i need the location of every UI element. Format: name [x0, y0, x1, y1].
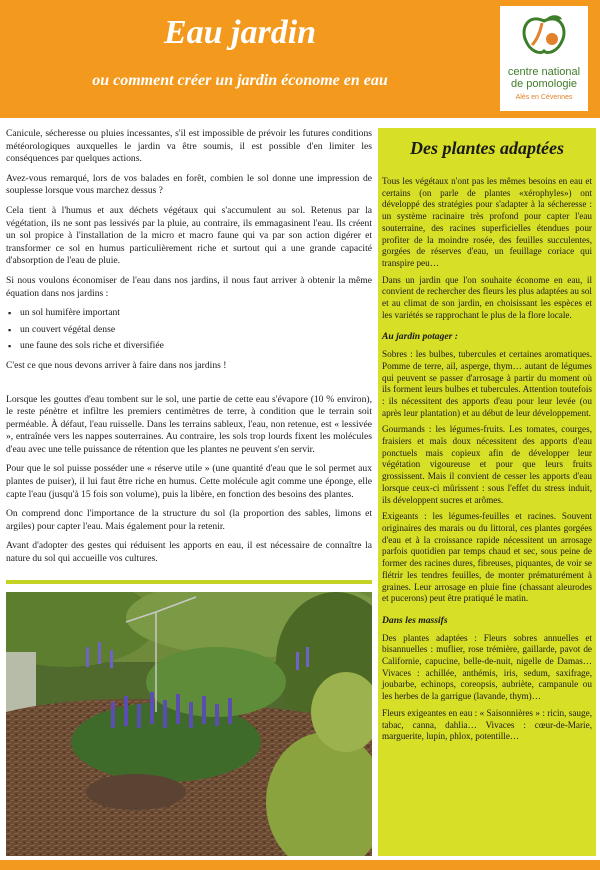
sidebar-adapted-plants [378, 128, 596, 856]
sidebar-paragraph: Dans un jardin que l'on souhaite économe en eau, il convient de rechercher des fleurs les plus adaptées au sol et au climat de son jardin, en choisissant les espèces et les variétés se rapprochant le plus de la flore locale. [382, 274, 592, 320]
page-title: Eau jardin [163, 14, 317, 51]
massifs-paragraph: Fleurs exigeantes en eau : « Saisonnières » : ricin, sauge, tabac, canna, dahlia… Vivaces : cœur-de-Marie, marguerite, lupin, phlox, potentille… [382, 707, 592, 742]
garden-photo [6, 592, 372, 856]
sidebar-title: Des plantes adaptées [410, 138, 564, 158]
page-subtitle: ou comment créer un jardin économe en eau [92, 72, 388, 89]
soil-paragraph: Avant d'adopter des gestes qui réduisent les apports en eau, il est nécessaire de connaître la nature du sol qui accueille vos cultures. [6, 540, 372, 565]
list-item: ▪ une faune des sols riche et diversifiée [6, 340, 372, 353]
garden-image-icon [6, 592, 372, 856]
soil-paragraph: Lorsque les gouttes d'eau tombent sur le sol, une partie de cette eau s'évapore (10 % environ), le reste pénètre et infiltre les premiers centimètres de terre, à condition que le terrain soit perméable. À défaut, l'eau ruisselle. Dans les terrains sableux, l'eau, non retenue, est « lessivée », entraînée vers les nappes souterraines. Au contraire, les sols trop lourds fixent les molécules d'eau avec une telle puissance de rétention que les plantes ne peuvent s'en servir. [6, 393, 372, 455]
potager-paragraph: Exigeants : les légumes-feuilles et racines. Souvent originaires des marais ou du littoral, ces plantes gorgées d'eau et à la croissance rapide nécessitent un arrosage parfois quotidien par temps chaud et sec, sous peine de former des racines dures, fibreuses, piquantes, de voir se flétrir les tendres feuilles, de monter prématurément à graines. Leur arrosage en pluie fine (chassant aleurodes et pucerons) peut être pratiqué le matin. [382, 511, 592, 604]
soil-paragraph: On comprend donc l'importance de la structure du sol (la proportion des sables, limons et argiles) pour capter l'eau. Mais également pour la retenir. [6, 508, 372, 532]
spacer [6, 380, 372, 394]
potager-paragraph: Gourmands : les légumes-fruits. Les tomates, courges, fraisiers et maïs doux nécessitent des apports d'eau ponctuels mais copieux afin de développer leur végétation vigoureuse et pour que leurs fruits grossissent. Mais il convient de cesser les apports d'eau lorsque ceux-ci mûrissent : sous l'effet du stress induit, ils développent sucres et arômes. [382, 424, 592, 505]
requirements-list [6, 307, 372, 353]
logo-line-1: centre national [507, 66, 581, 78]
list-item: ▪ un couvert végétal dense [6, 324, 372, 337]
pomology-logo-icon [518, 11, 570, 59]
list-item: ▪ un sol humifère important [6, 307, 372, 320]
footer-bar [0, 860, 600, 870]
intro-paragraph: Si nous voulons économiser de l'eau dans nos jardins, il nous faut arriver à obtenir la même équation dans nos jardins : [6, 274, 372, 299]
conclusion-paragraph: C'est ce que nous devons arriver à faire dans nos jardins ! [6, 359, 227, 371]
logo[interactable] [500, 6, 588, 111]
main-column [6, 128, 372, 573]
section-divider [6, 580, 372, 584]
logo-line-3: Alès en Cévennes [515, 94, 573, 101]
massifs-paragraph: Des plantes adaptées : Fleurs sobres annuelles et bisannuelles : muflier, rose trémière, gaillarde, pavot de Californie, capucine, belle-de-nuit, nigelle de Damas… Vivaces : achillée, anthémis, iris, sedum, saxifrage, joubarbe, echinops, coreopsis, aubriète, campanule ou les herbes de la garrigue (lavande, thym)… [382, 632, 592, 702]
potager-paragraph: Sobres : les bulbes, tubercules et certaines aromatiques. Pomme de terre, ail, asperge, thym… autant de légumes qui peuvent se passer d'arrosage à partir du moment où ils forment leurs bulbes et tubercules. Attention toutefois : ils nécessitent des apports d'eau pour leur levée (ou après leur plantation) et au début de leur développement. [382, 349, 592, 418]
intro-paragraph: Avez-vous remarqué, lors de vos balades en forêt, combien le sol donne une impression de souplesse lorsque vous marchez dessus ? [6, 172, 372, 197]
massifs-heading: Dans les massifs [382, 614, 448, 626]
logo-line-2: de pomologie [510, 78, 578, 90]
potager-heading: Au jardin potager : [382, 331, 458, 343]
intro-paragraph: Cela tient à l'humus et aux déchets végétaux qui s'accumulent au sol. Retenus par la végétation, ils ne sont pas lessivés par la pluie, au contraire, ils emmagasinent l'eau. Ils créent un sol propice à l'installation de la micro et macro faune qui va par son action digérer et transformer ce sol en humus particulièrement riche et surtout qui a une grande capacité d'absorption de l'eau de pluie. [6, 204, 372, 267]
sidebar-paragraph: Tous les végétaux n'ont pas les mêmes besoins en eau et certains (on parle de plantes «xérophyles») ont développé des stratégies pour s'adapter à la sécheresse : un système racinaire très profond pour capter l'eau souterraine, des racines superficielles étendues pour profiter de la moindre rosée, des feuilles succulentes, gorgées de réserves d'eau, un feuillage coriace qui transpire peu… [382, 176, 592, 268]
intro-paragraph: Canicule, sécheresse ou pluies incessantes, s'il est impossible de prévoir les futures conditions météorologiques auxquelles le jardin va être soumis, il est possible d'en limiter les conséquences par quelques actions. [6, 128, 372, 165]
header-banner [0, 0, 600, 118]
soil-paragraph: Pour que le sol puisse posséder une « réserve utile » (une quantité d'eau que le sol permet aux plantes de puiser), il lui faut être riche en humus. Cette molécule agit comme une éponge, elle capte l'eau (jusqu'à 15 fois son volume), puis la libère, en fonction des besoins des plantes. [6, 463, 372, 500]
